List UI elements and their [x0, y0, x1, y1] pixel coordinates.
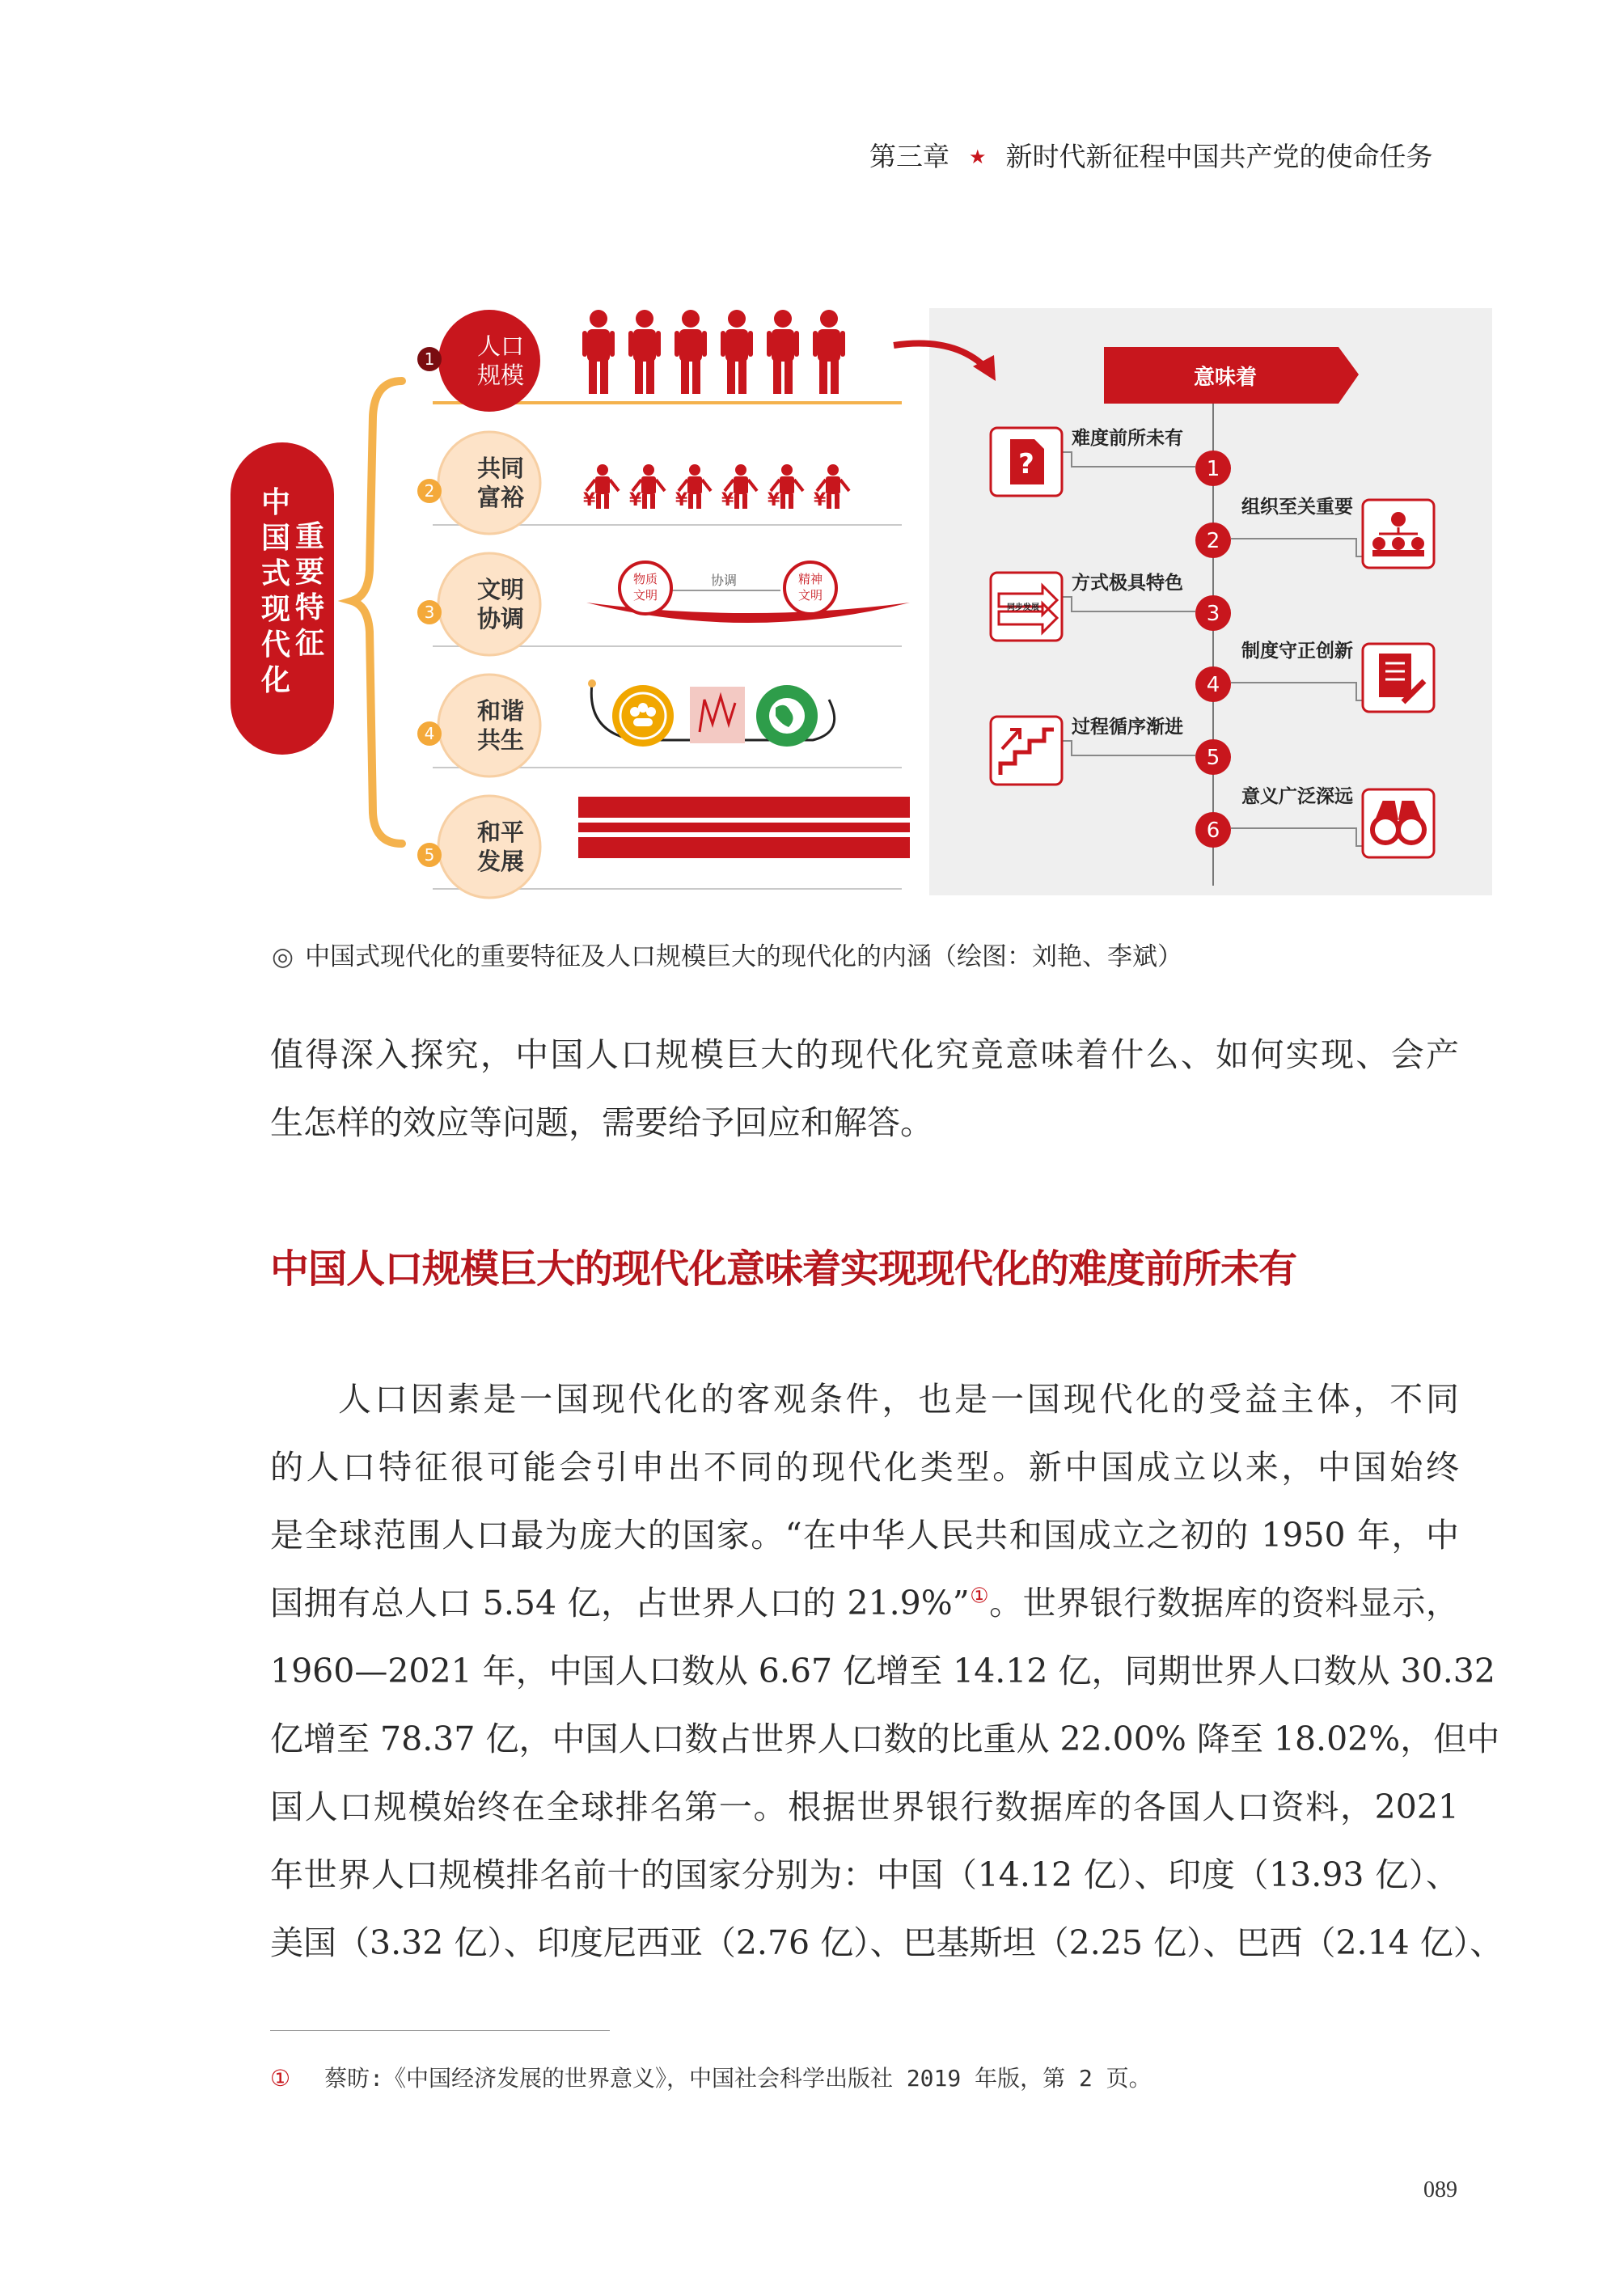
sync-icon-text: 同步发展: [1007, 603, 1039, 612]
feature-label-2: 规模: [476, 362, 525, 389]
footnote-ref[interactable]: ①: [969, 1584, 990, 1609]
text-line: 生怎样的效应等问题，需要给予回应和解答。: [270, 1103, 933, 1142]
civilization-balance: [586, 562, 910, 623]
means-text: 方式极具特色: [1072, 573, 1183, 594]
means-item-5: [991, 716, 1231, 785]
text-line: 值得深入探究，中国人口规模巨大的现代化究竟意味着什么、如何实现、会产: [270, 1035, 1459, 1074]
text-line: 年世界人口规模排名前十的国家分别为：中国（14.12 亿）、印度（13.93 亿）、: [270, 1855, 1459, 1894]
means-arrow-banner: [1104, 347, 1359, 404]
feature-label-2: 共生: [476, 726, 525, 754]
wealth-icons: [583, 464, 849, 510]
question-document-icon: [991, 428, 1062, 496]
figure-illustration: ¥ 中国式现代化 重要特征 1 人口规模2共同富裕3文明协调4和谐共生5和平发展 物质 文明 协调 精神 文明 意味着 1难度前所未有?2组织至关重要3方式极具特色同步发展4制度守正创新5过程循序渐进6意义广泛深远: [230, 303, 1492, 902]
feature-number: 5: [424, 845, 435, 865]
text-line: 是全球范围人口最为庞大的国家。“在中华人民共和国成立之初的 1950 年，中: [270, 1516, 1459, 1555]
feature-label-1: 共同: [476, 455, 525, 482]
people-icons: [582, 310, 845, 394]
feature-label-1: 人口: [476, 332, 525, 360]
means-number: 6: [1206, 819, 1220, 843]
title-column-2: 重要特征: [295, 520, 325, 660]
text-line: 人口因素是一国现代化的客观条件，也是一国现代化的受益主体，不同: [338, 1380, 1459, 1419]
means-item-4: [1195, 640, 1434, 712]
text-line: 国人口规模始终在全球排名第一。根据世界银行数据库的各国人口资料，2021: [270, 1787, 1459, 1826]
nature-icon: [690, 687, 745, 743]
means-text: 难度前所未有: [1072, 428, 1183, 449]
feature-number: 4: [424, 724, 435, 743]
figure: [211, 303, 1492, 902]
text-line: 亿增至 78.37 亿，中国人口数占世界人口数的比重从 22.00% 降至 18.02%，但中: [270, 1720, 1500, 1758]
footnote: [270, 2061, 1152, 2093]
text-line: 1960—2021 年，中国人口数从 6.67 亿增至 14.12 亿，同期世界人口数从 30.32: [270, 1652, 1495, 1690]
page-number: 089: [1423, 2177, 1457, 2202]
footnote-text: 蔡昉:《中国经济发展的世界意义》，中国社会科学出版社 2019 年版，第 2 页。: [324, 2065, 1152, 2092]
document-pen-icon: [1363, 644, 1434, 712]
svg-text:文明: 文明: [632, 588, 658, 603]
sync-arrows-icon: [991, 573, 1062, 641]
feature-badge: [438, 310, 540, 412]
means-text: 意义广泛深远: [1241, 786, 1353, 807]
paragraph-intro: [270, 1021, 1459, 1157]
means-item-2: [1195, 497, 1434, 568]
means-number: 2: [1206, 529, 1220, 553]
feature-number: 3: [424, 603, 435, 622]
text-line: [270, 1569, 1459, 1637]
means-item-6: [1195, 785, 1434, 857]
star-icon: ★: [969, 146, 987, 168]
binoculars-icon: [1363, 789, 1434, 857]
means-item-1: [991, 427, 1231, 496]
means-text: 制度守正创新: [1241, 641, 1353, 662]
feature-label-1: 和谐: [476, 697, 525, 725]
running-header: [869, 136, 1484, 176]
brace-shape: [352, 381, 402, 844]
means-text: 组织至关重要: [1241, 497, 1353, 518]
figure-caption: [272, 936, 1182, 972]
harmony-icons: [588, 679, 835, 747]
footnote-rule: [270, 2030, 610, 2031]
svg-text:意味着: 意味着: [1193, 366, 1258, 390]
text-line-part: 国拥有总人口 5.54 亿，占世界人口的 21.9%”: [270, 1584, 970, 1622]
chapter-label: 第三章: [869, 141, 949, 172]
feature-label-2: 富裕: [476, 484, 525, 511]
means-number: 3: [1206, 602, 1220, 626]
stairs-arrow-icon: [991, 717, 1062, 785]
text-line: 美国（3.32 亿）、印度尼西亚（2.76 亿）、巴基斯坦（2.25 亿）、巴西（2.14 亿）、: [270, 1923, 1503, 1962]
feature-label-2: 发展: [476, 848, 525, 875]
feature-number: 2: [424, 481, 435, 501]
svg-text:精神: 精神: [797, 572, 823, 586]
footnote-mark: ①: [270, 2065, 291, 2092]
feature-number: 1: [424, 349, 435, 369]
title-column-1: 中国式现代化: [261, 486, 291, 697]
means-number: 1: [1206, 457, 1220, 481]
text-line: 的人口特征很可能会引申出不同的现代化类型。新中国成立以来，中国始终: [270, 1448, 1459, 1487]
feature-label-1: 和平: [476, 819, 525, 846]
means-number: 5: [1206, 746, 1220, 770]
svg-text:物质: 物质: [632, 572, 658, 586]
feature-label-2: 协调: [476, 605, 525, 632]
svg-text:文明: 文明: [797, 588, 823, 603]
means-number: 4: [1206, 673, 1220, 697]
svg-text:协调: 协调: [710, 573, 738, 588]
paragraph-body: [270, 1365, 1503, 1977]
svg-text:?: ?: [1018, 448, 1034, 480]
chapter-title: 新时代新征程中国共产党的使命任务: [1005, 141, 1433, 172]
modernization-title-pill: [230, 442, 334, 755]
section-heading: 中国人口规模巨大的现代化意味着实现现代化的难度前所未有: [270, 1246, 1297, 1292]
peace-bars: [578, 797, 910, 858]
caption-mark: ◎: [272, 942, 294, 971]
text-line-part: 。世界银行数据库的资料显示，: [989, 1584, 1460, 1622]
caption-text: 中国式现代化的重要特征及人口规模巨大的现代化的内涵（绘图：刘艳、李斌）: [305, 942, 1183, 971]
means-text: 过程循序渐进: [1072, 717, 1183, 738]
means-item-3: [991, 572, 1231, 641]
feature-label-1: 文明: [476, 576, 525, 603]
org-chart-icon: [1363, 500, 1434, 568]
